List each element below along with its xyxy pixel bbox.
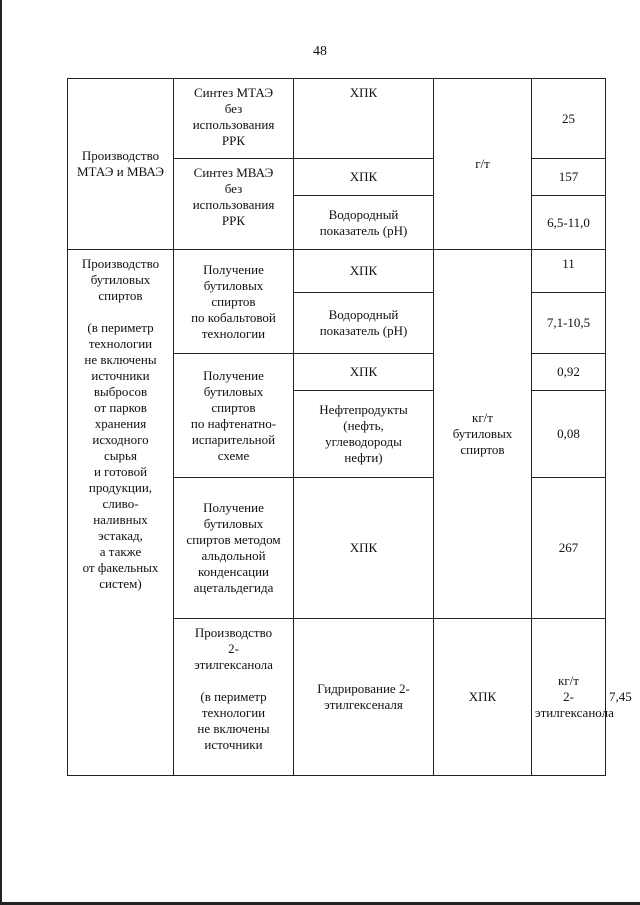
- process-cell: Синтез МТАЭ без использования РРК: [174, 79, 294, 159]
- parameter-cell: ХПК: [294, 250, 434, 293]
- parameter-cell: Нефтепродукты (нефть, углеводороды нефти): [294, 391, 434, 478]
- value-cell: 25: [532, 79, 606, 159]
- process-cell: Гидрирование 2- этилгексеналя: [294, 619, 434, 776]
- parameter-cell: ХПК: [294, 478, 434, 619]
- value-cell: 11: [532, 250, 606, 293]
- value-cell: 267: [532, 478, 606, 619]
- value-cell: 0,08: [532, 391, 606, 478]
- production-cell: Производство бутиловых спиртов (в периметр технологии не включены источники выбросов от парков хранения исходного сырья и готовой продукции, сливо- наливных эстакад, а также от факельных систем): [68, 250, 174, 776]
- table-row: [68, 79, 606, 159]
- parameter-cell: ХПК: [294, 159, 434, 196]
- unit-cell: г/т: [434, 79, 532, 250]
- unit-cell: кг/т 2- этилгексанола: [532, 619, 606, 776]
- page-number: 48: [313, 44, 327, 59]
- value-cell: 6,5-11,0: [532, 196, 606, 250]
- page-left-border: [0, 0, 2, 905]
- parameter-cell: ХПК: [294, 79, 434, 159]
- parameter-cell: ХПК: [294, 354, 434, 391]
- process-cell: Получение бутиловых спиртов методом альдольной конденсации ацетальдегида: [174, 478, 294, 619]
- parameter-cell: ХПК: [434, 619, 532, 776]
- process-cell: Получение бутиловых спиртов по кобальтовой технологии: [174, 250, 294, 354]
- value-cell: 0,92: [532, 354, 606, 391]
- table-row: [68, 250, 606, 293]
- unit-cell: кг/т бутиловых спиртов: [434, 250, 532, 619]
- production-cell: Производство 2- этилгексанола (в периметр технологии не включены источники: [174, 619, 294, 776]
- parameter-cell: Водородный показатель (pH): [294, 196, 434, 250]
- production-cell: Производство МТАЭ и МВАЭ: [68, 79, 174, 250]
- value-cell: 7,1-10,5: [532, 293, 606, 354]
- process-cell: Синтез МВАЭ без использования РРК: [174, 159, 294, 250]
- parameter-cell: Водородный показатель (pH): [294, 293, 434, 354]
- emissions-table: [67, 78, 632, 776]
- table-row: Производство 2- этилгексанола (в периметр технологии не включены источники Гидрирование 2- этилгексеналя ХПК кг/т 2- этилгексанола 7,45: [68, 619, 606, 776]
- value-cell: 157: [532, 159, 606, 196]
- process-cell: Получение бутиловых спиртов по нафтенатно- испарительной схеме: [174, 354, 294, 478]
